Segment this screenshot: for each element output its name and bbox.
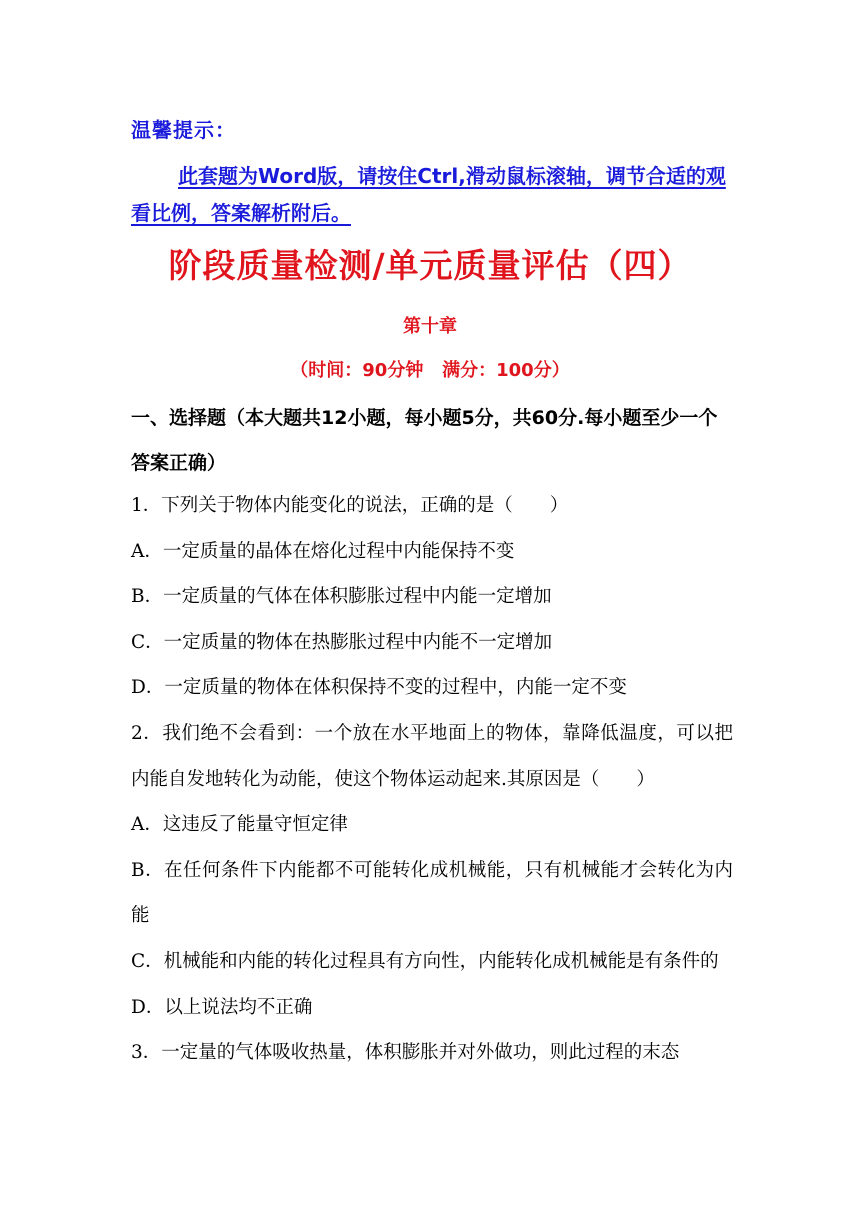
tip-body: 此套题为Word版，请按住Ctrl,滑动鼠标滚轴，调节合适的观看比例，答案解析附后。 (131, 164, 726, 225)
page-title: 阶段质量检测/单元质量评估（四） (168, 246, 692, 285)
option-b: B．一定质量的气体在体积膨胀过程中内能一定增加 (131, 586, 552, 608)
chapter-label: 第十章 (403, 316, 457, 337)
time-score-info: （时间：90分钟 满分：100分） (290, 360, 570, 381)
option-a: A．这违反了能量守恒定律 (131, 814, 348, 836)
option-d: D．一定质量的物体在体积保持不变的过程中，内能一定不变 (131, 677, 627, 699)
question-2 (131, 711, 733, 1030)
question-3 (131, 1030, 733, 1076)
tip-title: 温馨提示： (131, 118, 236, 142)
question-stem: 2．我们绝不会看到：一个放在水平地面上的物体，靠降低温度，可以把内能自发地转化为动能，使这个物体运动起来.其原因是（ ） (131, 722, 733, 790)
option-c: C．机械能和内能的转化过程具有方向性，内能转化成机械能是有条件的 (131, 950, 719, 972)
question-stem: 1．下列关于物体内能变化的说法，正确的是（ ） (131, 495, 569, 516)
option-d: D．以上说法均不正确 (131, 996, 313, 1018)
option-a: A．一定质量的晶体在熔化过程中内能保持不变 (131, 540, 515, 562)
question-list (131, 483, 733, 1076)
option-c: C．一定质量的物体在热膨胀过程中内能不一定增加 (131, 631, 553, 653)
section-heading: 一、选择题（本大题共12小题，每小题5分，共60分.每小题至少一个答案正确） (131, 407, 718, 474)
question-1 (131, 483, 733, 711)
option-b: B．在任何条件下内能都不可能转化成机械能，只有机械能才会转化为内能 (131, 859, 733, 927)
question-stem: 3．一定量的气体吸收热量，体积膨胀并对外做功，则此过程的末态 (131, 1042, 680, 1064)
